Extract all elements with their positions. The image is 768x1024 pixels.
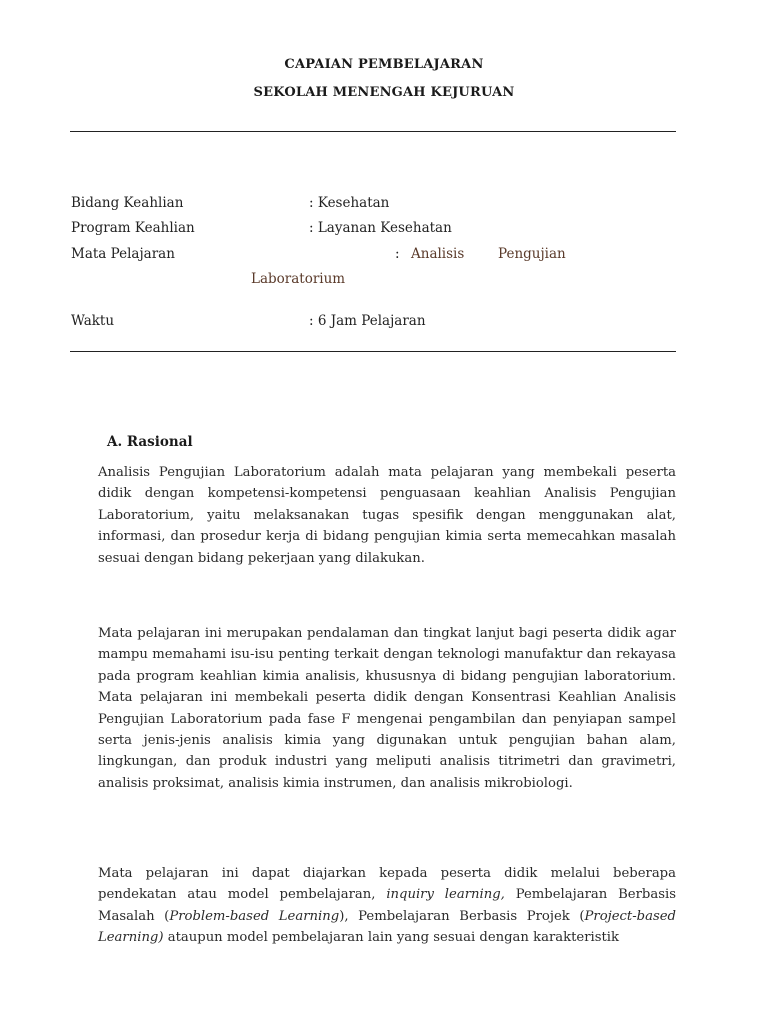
section-heading-rasional: A. Rasional	[107, 434, 193, 450]
bottom-divider	[70, 351, 676, 352]
bidang-keahlian-value: : Kesehatan	[309, 195, 390, 211]
paragraph-3-part-e: ), Pembelajaran Berbasis Projek (	[339, 908, 585, 924]
paragraph-3-pjbl: Project-based Learning)	[98, 908, 676, 946]
paragraph-3	[98, 863, 676, 949]
program-keahlian-value: : Layanan Kesehatan	[309, 220, 452, 236]
paragraph-3-part-c: Pembelajaran Berbasis Masalah (	[98, 887, 676, 924]
waktu-label: Waktu	[71, 313, 115, 329]
program-keahlian-label: Program Keahlian	[71, 220, 195, 236]
paragraph-3-pbl: Problem-based Learning	[169, 908, 340, 924]
paragraph-3-part-g: ataupun model pembelajaran lain yang sesuai dengan karakteristik	[167, 930, 620, 946]
mata-pelajaran-colon: :	[395, 246, 400, 262]
mata-pelajaran-value-1: Analisis	[411, 246, 465, 262]
document-subtitle: SEKOLAH MENENGAH KEJURUAN	[253, 85, 515, 100]
waktu-value: : 6 Jam Pelajaran	[309, 313, 426, 329]
paragraph-3-part-a: Mata pelajaran ini dapat diajarkan kepada peserta didik melalui beberapa pendekatan atau model pembelajaran,	[98, 866, 676, 903]
mata-pelajaran-value-3: Laboratorium	[251, 271, 346, 287]
paragraph-3-inquiry: inquiry learning,	[386, 887, 505, 903]
mata-pelajaran-value-2: Pengujian	[498, 246, 566, 262]
paragraph-2: Mata pelajaran ini merupakan pendalaman dan tingkat lanjut bagi peserta didik agar mampu memahami isu-isu penting terkait dengan teknologi manufaktur dan rekayasa pada program keahlian kimia analisis, khususnya di bidang pengujian laboratorium. Mata pelajaran ini membekali peserta didik dengan Konsentrasi Keahlian Analisis Pengujian Laboratorium pada fase F mengenai pengambilan dan penyiapan sampel serta jenis-jenis analisis kimia yang digunakan untuk pengujian bahan alam, lingkungan, dan produk industri yang meliputi analisis titrimetri dan gravimetri, analisis proksimat, analisis kimia instrumen, dan analisis mikrobiologi.	[98, 626, 676, 791]
mata-pelajaran-label: Mata Pelajaran	[71, 246, 175, 262]
paragraph-1: Analisis Pengujian Laboratorium adalah mata pelajaran yang membekali peserta didik dengan kompetensi-kompetensi penguasaan keahlian Analisis Pengujian Laboratorium, yaitu melaksanakan tugas spesifik dengan menggunakan alat, informasi, dan prosedur kerja di bidang pengujian kimia serta memecahkan masalah sesuai dengan bidang pekerjaan yang dilakukan.	[98, 465, 676, 566]
bidang-keahlian-label: Bidang Keahlian	[71, 195, 184, 211]
top-divider	[70, 131, 676, 132]
document-title: CAPAIAN PEMBELAJARAN	[284, 57, 484, 72]
